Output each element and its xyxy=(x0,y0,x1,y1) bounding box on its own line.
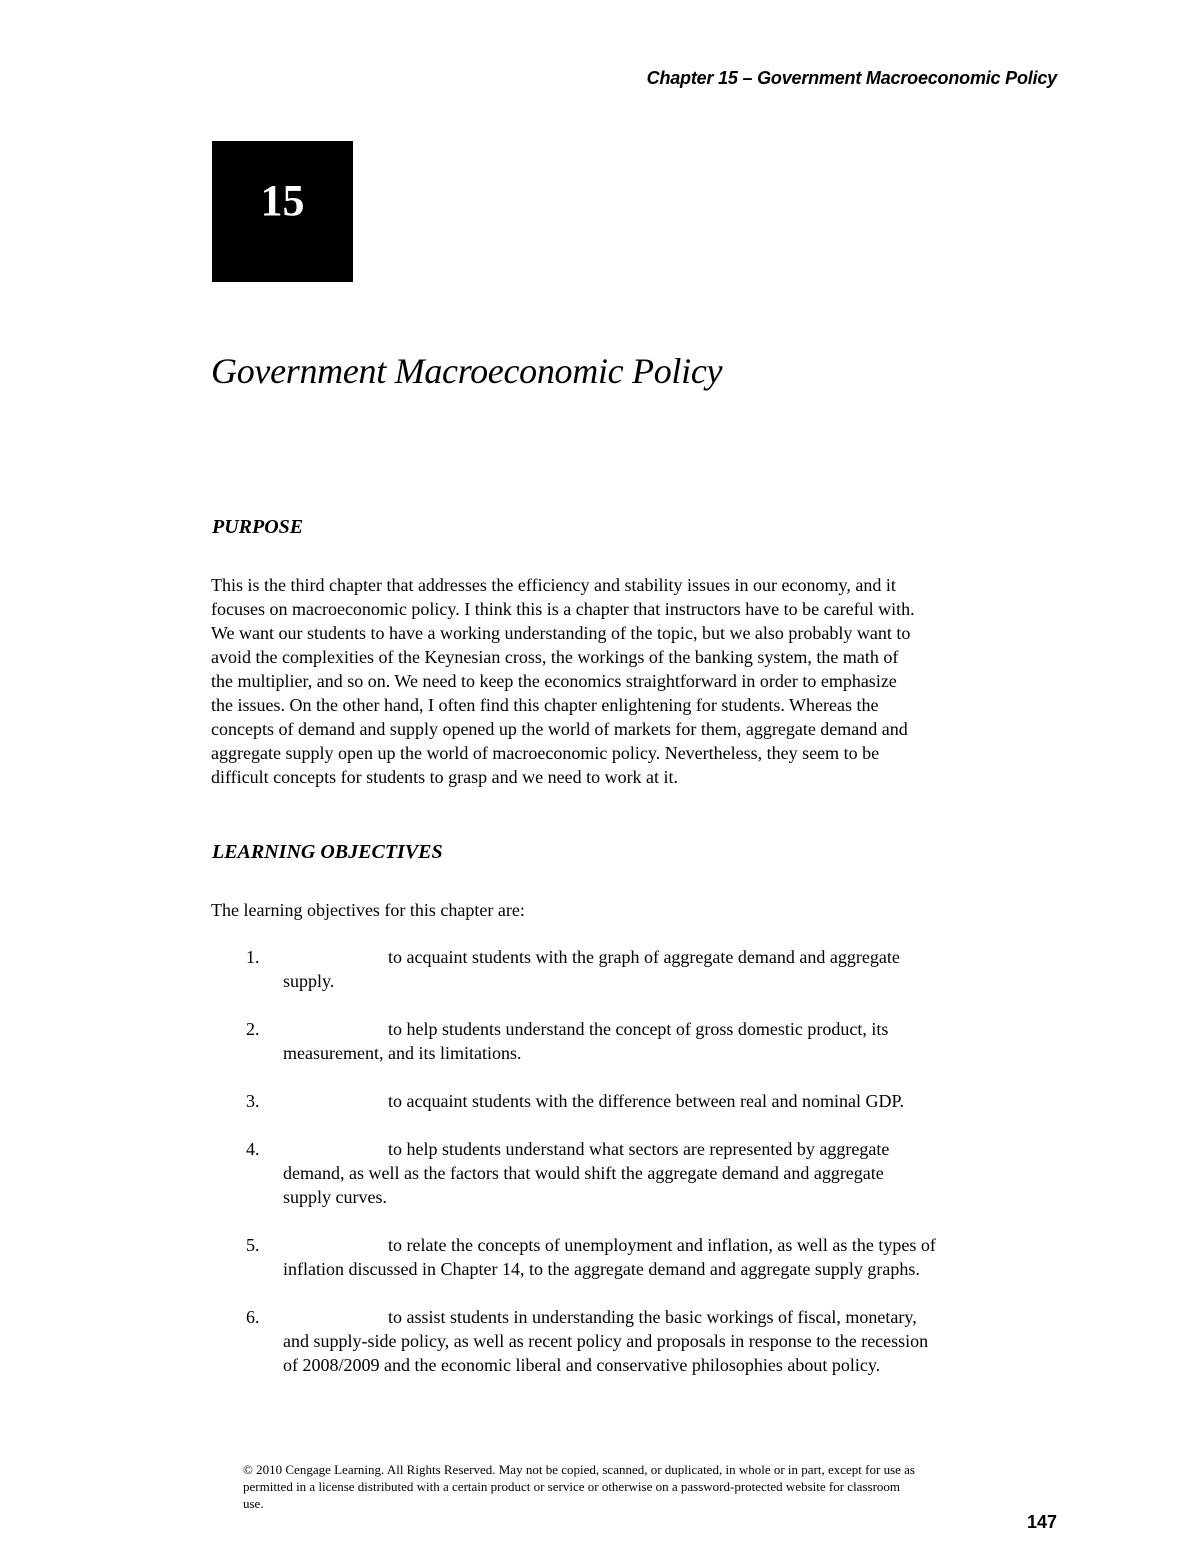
objective-text-line: to acquaint students with the difference between real and nominal GDP. xyxy=(388,1091,905,1111)
paragraph-line: difficult concepts for students to grasp and we need to work at it. xyxy=(211,767,679,787)
objective-number: 6. xyxy=(246,1307,260,1327)
chapter-number: 15 xyxy=(260,176,305,225)
objective-number: 3. xyxy=(246,1091,260,1111)
objective-item xyxy=(212,1017,1072,1065)
objective-text-line: to acquaint students with the graph of aggregate demand and aggregate xyxy=(388,947,900,967)
paragraph-line: This is the third chapter that addresses the efficiency and stability issues in our economy, and it xyxy=(211,575,896,595)
objective-number: 1. xyxy=(246,947,260,967)
objectives-list xyxy=(212,945,1072,1401)
objective-text-line: to relate the concepts of unemployment and inflation, as well as the types of xyxy=(388,1235,936,1255)
objective-text-line: supply. xyxy=(283,971,335,991)
objective-item xyxy=(212,1137,1072,1209)
learning-objectives-intro: The learning objectives for this chapter are: xyxy=(211,900,525,920)
purpose-heading: PURPOSE xyxy=(212,516,304,538)
running-header: Chapter 15 – Government Macroeconomic Policy xyxy=(646,68,1057,88)
objective-text-line: measurement, and its limitations. xyxy=(283,1043,522,1063)
objective-item xyxy=(212,1233,1072,1281)
copyright-notice xyxy=(243,1461,1073,1512)
copyright-line: permitted in a license distributed with a certain product or service or otherwise on a password-protected website for classroom xyxy=(243,1479,901,1494)
objective-text-line: to help students understand what sectors are represented by aggregate xyxy=(388,1139,890,1159)
copyright-line: use. xyxy=(243,1496,264,1511)
paragraph-line: focuses on macroeconomic policy. I think this is a chapter that instructors have to be careful with. xyxy=(211,599,915,619)
objective-number: 5. xyxy=(246,1235,260,1255)
objective-text-line: inflation discussed in Chapter 14, to the aggregate demand and aggregate supply graphs. xyxy=(283,1259,920,1279)
objective-text-line: to assist students in understanding the basic workings of fiscal, monetary, xyxy=(388,1307,917,1327)
paragraph-line: the multiplier, and so on. We need to keep the economics straightforward in order to emphasize xyxy=(211,671,897,691)
objective-text-line: and supply-side policy, as well as recent policy and proposals in response to the recession xyxy=(283,1331,929,1351)
objective-item xyxy=(212,945,1072,993)
paragraph-line: We want our students to have a working understanding of the topic, but we also probably want to xyxy=(211,623,911,643)
paragraph-line: aggregate supply open up the world of macroeconomic policy. Nevertheless, they seem to be xyxy=(211,743,880,763)
learning-objectives-heading: LEARNING OBJECTIVES xyxy=(212,841,443,863)
purpose-paragraph xyxy=(211,573,1071,789)
objective-text-line: supply curves. xyxy=(283,1187,387,1207)
objective-text-line: demand, as well as the factors that would shift the aggregate demand and aggregate xyxy=(283,1163,884,1183)
objective-item xyxy=(212,1089,1072,1113)
objective-text-line: to help students understand the concept of gross domestic product, its xyxy=(388,1019,889,1039)
objective-text-line: of 2008/2009 and the economic liberal and conservative philosophies about policy. xyxy=(283,1355,881,1375)
page-number: 147 xyxy=(1026,1512,1057,1532)
chapter-number-box xyxy=(212,141,353,282)
objective-number: 4. xyxy=(246,1139,260,1159)
paragraph-line: avoid the complexities of the Keynesian cross, the workings of the banking system, the math of xyxy=(211,647,899,667)
paragraph-line: the issues. On the other hand, I often find this chapter enlightening for students. Whereas the xyxy=(211,695,879,715)
paragraph-line: concepts of demand and supply opened up the world of markets for them, aggregate demand and xyxy=(211,719,908,739)
objective-number: 2. xyxy=(246,1019,260,1039)
chapter-title: Government Macroeconomic Policy xyxy=(211,351,723,391)
copyright-line: © 2010 Cengage Learning. All Rights Reserved. May not be copied, scanned, or duplicated, in whole or in part, except for use as xyxy=(243,1462,915,1477)
objective-item xyxy=(212,1305,1072,1377)
